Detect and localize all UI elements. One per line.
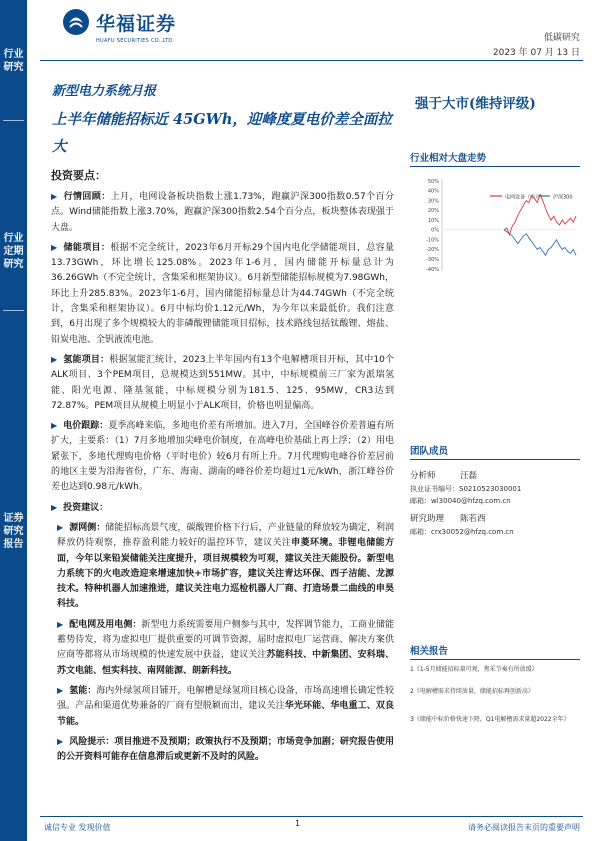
advice-hydrogen xyxy=(51,683,394,730)
arrow-icon: ▶ xyxy=(51,502,58,512)
arrow-icon: ▶ xyxy=(51,192,58,201)
advice-text: 海内外绿氢项目铺开，电解槽是绿氢项目核心设备，市场高速增长确定性较强。产品和渠道优势兼备的厂商有望脱颖而出，建议关注 xyxy=(57,685,394,712)
point-text: 根据氢能汇统计，2023上半年国内有13个电解槽项目开标，其中10个ALK项目、3个PEM项目，总规模达到551MW。其中，中标规模前三厂家为派瑞氢能、阳光电源、隆基氢能，中标规模分别为181.5、125、95MW，CR3达到72.87%。PEM项目从规模上明显小于ALK项目，价格也明显偏高。 xyxy=(51,354,394,411)
arrow-icon: ▶ xyxy=(57,736,64,746)
footer-slogan: 诚信专业 发现价值 xyxy=(44,823,111,832)
chart-panel-title: 行业相对大盘走势 xyxy=(410,150,580,167)
advice-highlight: 苏能科技、中新集团、安科瑞、苏文电能、恒实科技、南网能源、朗新科技。 xyxy=(57,650,394,676)
analyst-cert: 执业证书编号：S0210523030001 xyxy=(410,485,522,493)
section-heading: 投资要点： xyxy=(51,169,106,182)
industry-rating: 强于大市(维持评级) xyxy=(415,96,536,112)
team-title: 团队成员 xyxy=(410,443,580,460)
y-tick-label: -30% xyxy=(426,257,439,264)
y-tick-label: -10% xyxy=(426,237,439,244)
advice-heading: 投资建议： xyxy=(63,502,109,513)
y-tick-label: 40% xyxy=(427,188,439,195)
y-tick-label: -20% xyxy=(426,247,439,254)
report-title: 上半年储能招标近 45GWh，迎峰度夏电价差全面拉大 xyxy=(52,111,392,155)
performance-chart xyxy=(410,171,580,281)
investment-summary xyxy=(51,167,394,769)
legend-csi300: 沪深300 xyxy=(553,194,573,201)
point-text: 上月，电网设备板块指数上涨1.73%，跑赢沪深300指数0.57个百分点。Wind储能指数上涨3.70%，跑赢沪深300指数2.54个百分点，板块整体表现强于大盘。 xyxy=(51,192,394,233)
assistant-row xyxy=(410,513,580,526)
advice-text: 储能招标高景气度，碳酸锂价格下行后，产业链量的释放较为确定，利润释放仍待观察，推荐盈利能力较好的温控环节，建议关注 xyxy=(57,522,394,549)
analyst-role: 分析师 xyxy=(410,471,436,481)
side-divider xyxy=(3,310,24,311)
analyst-name: 汪磊 xyxy=(460,471,478,481)
advice-distribution xyxy=(51,617,394,679)
brand-name-en: HUAFU SECURITIES CO.,LTD. xyxy=(96,38,175,44)
left-side-band xyxy=(0,0,27,841)
advice-text: 项目推进不及预期；政策执行不及预期；市场竞争加剧；研究报告使用的公开资料可能存在信息滞后或更新不及时的风险。 xyxy=(57,736,394,763)
y-tick-label: 20% xyxy=(427,208,439,215)
related-reports-panel xyxy=(410,643,580,725)
advice-heading-row xyxy=(51,500,394,516)
page-number: 1 xyxy=(295,819,301,828)
related-title: 相关报告 xyxy=(410,643,580,660)
y-tick-label: 0% xyxy=(431,227,439,234)
related-report-3[interactable]: 3《储能中标价格快速下降，Q1电解槽需求量超2022全年》 xyxy=(410,716,570,723)
advice-highlight: 申菱环境。非锂电储能方面，今年以来铅炭储能关注度提升，项目规模较为可观，建议关注 xyxy=(57,538,394,564)
advice-lead: 风险提示： xyxy=(69,736,115,747)
point-text: 根据不完全统计，2023年6月开标29个国内电化学储能项目，总容量13.73GWh，环比增长125.08%。2023年1-6月，国内储能开标量总计为36.26GWh（不完全统计，含集采和框架协议）。6月新型储能招标规模为7.98GWh，环比上升285.83%。2023年1-6月，国内储能招标量总计为44.74GWh（不完全统计，含集采和框架协议）。6月中标均价1.12元/Wh，为今年以来最低价。我们注意到，6月出现了多个规模较大的非磷酸锂储能项目招标，技术路线包括钛酸锂、熔盐、铅炭电池、全钒液流电池。 xyxy=(51,242,394,345)
point-hydrogen-projects xyxy=(51,352,394,414)
report-date: 2023 年 07 月 13 日 xyxy=(492,48,580,58)
report-type: 低碳研究 xyxy=(543,33,580,43)
header-rule xyxy=(40,60,583,61)
advice-highlight: 天能股份。新型电力系统下的火电改造迎来增速加快+市场扩容，建议关注 xyxy=(57,553,394,579)
y-tick-label: -40% xyxy=(426,266,439,273)
arrow-icon: ▶ xyxy=(57,522,64,532)
point-lead: 储能项目： xyxy=(63,242,111,253)
brand-logo-icon xyxy=(62,8,90,36)
legend-grid-equipment: 电网设备（申万） xyxy=(505,194,546,201)
analyst-row xyxy=(410,470,580,483)
brand-name: 华福证券 xyxy=(96,12,177,35)
series-line-grid-equipment xyxy=(504,195,576,235)
point-market-review xyxy=(51,189,394,236)
advice-lead: 源网侧： xyxy=(69,522,106,533)
arrow-icon: ▶ xyxy=(51,242,58,252)
side-divider xyxy=(3,120,24,121)
side-label-research: 证券研究报告 xyxy=(3,513,24,550)
y-tick-label: 50% xyxy=(427,178,439,185)
arrow-icon: ▶ xyxy=(57,685,64,695)
report-series: 新型电力系统月报 xyxy=(52,84,157,99)
footer-rule xyxy=(40,816,583,817)
y-tick-label: 30% xyxy=(427,198,439,205)
relative-performance-panel xyxy=(410,150,580,285)
analyst-email[interactable]: 邮箱：wl30040@hfzq.com.cn xyxy=(410,497,511,505)
point-lead: 氢能项目： xyxy=(63,354,110,365)
brand-logo xyxy=(62,8,176,36)
assistant-role: 研究助理 xyxy=(410,514,445,524)
point-price-tracking xyxy=(51,418,394,495)
side-label-periodic: 行业定期研究 xyxy=(3,233,24,270)
advice-highlight: 青达环保、西子洁能、龙源技术。特种机器人加速推进，建议关注电力巡检机器人厂商、打造场景二曲线的 xyxy=(57,568,394,595)
arrow-icon: ▶ xyxy=(51,421,58,431)
related-report-1[interactable]: 1《1-5月储能招标量可观，焦采节奏有所放缓》 xyxy=(410,666,538,673)
side-label-industry: 行业研究 xyxy=(3,49,24,73)
footer-disclaimer: 请务必阅读报告末页的重要声明 xyxy=(468,823,580,832)
point-lead: 电价跟踪： xyxy=(63,421,109,432)
arrow-icon: ▶ xyxy=(51,354,58,364)
assistant-name: 陈若西 xyxy=(460,514,486,524)
series-line-csi300 xyxy=(504,230,576,255)
advice-text: 新型电力系统需要用户侧参与其中，发挥调节能力，工商业储能蓄势待发，将为虚拟电厂提供重要的可调节资源，届时虚拟电厂运营商、解决方案供应商等都将从市场规模的快速发展中获益，建议关注 xyxy=(57,619,394,661)
advice-grid-source xyxy=(51,520,394,613)
arrow-icon: ▶ xyxy=(57,619,64,629)
advice-highlight: 申昊科技。 xyxy=(57,584,394,610)
advice-risk xyxy=(51,734,394,766)
advice-lead: 氢能： xyxy=(69,685,97,696)
point-lead: 行情回顾： xyxy=(63,192,111,202)
advice-highlight: 华光环能、华电重工、双良节能。 xyxy=(57,701,394,727)
y-tick-label: 10% xyxy=(427,217,439,224)
assistant-email[interactable]: 邮箱：crx30052@hfzq.com.cn xyxy=(410,528,514,536)
advice-lead: 配电网及用电侧： xyxy=(69,619,142,630)
related-report-2[interactable]: 2《电解槽需求持续放量，储能招标再创新高》 xyxy=(410,688,534,695)
point-text: 夏季高峰来临，多地电价差有所增加。进入7月，全国峰谷价差普遍有所扩大，主要系：（1）7月多地增加尖峰电价制度，在高峰电价基础上再上浮；（2）用电紧张下，多地代理购电价格（平时电价）较6月有所上升。7月代理购电峰谷价差居前的地区主要为沿海省份，广东、海南、湖南的峰谷价差均超过1元/kWh，浙江峰谷价差也达到0.98元/kWh。 xyxy=(51,421,394,493)
team-panel xyxy=(410,443,580,538)
point-storage-projects xyxy=(51,240,394,348)
